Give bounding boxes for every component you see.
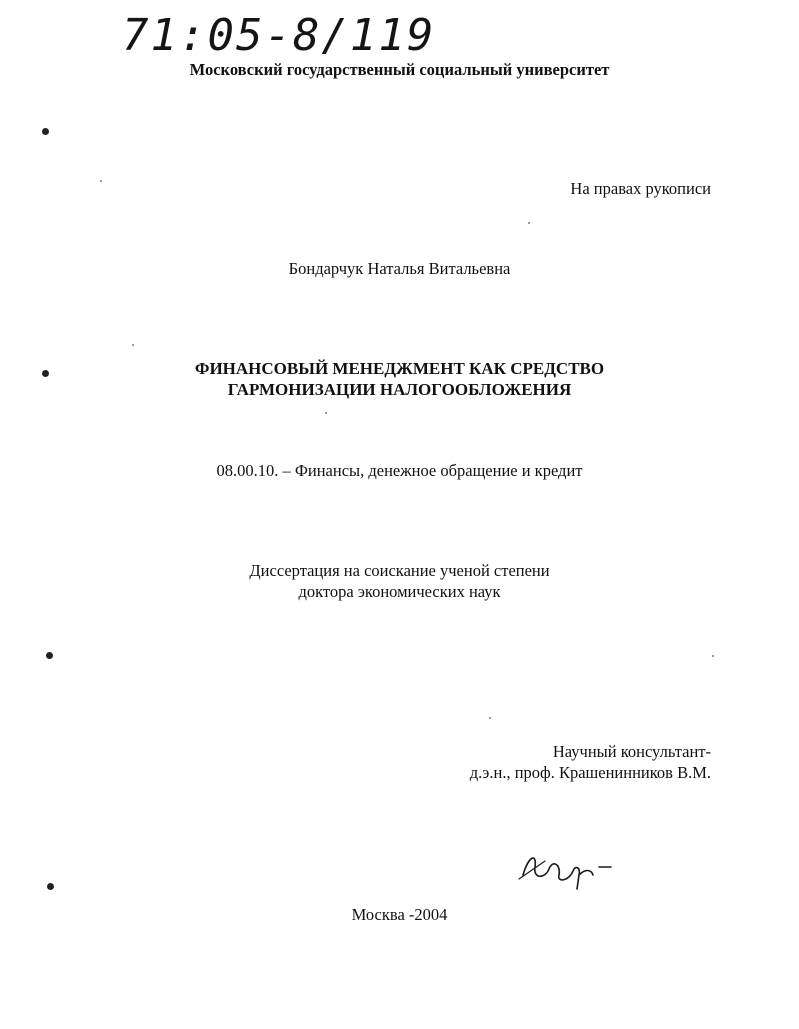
rights-note: На правах рукописи <box>570 179 711 198</box>
handwritten-catalog-number <box>120 2 440 64</box>
degree-statement <box>0 560 799 602</box>
consultant-line-1: Научный консультант- <box>552 742 711 761</box>
catalog-number-text: 71:05-8/119 <box>122 10 436 61</box>
scan-speck <box>489 717 491 719</box>
degree-line-2: доктора экономических наук <box>298 582 501 601</box>
scan-speck <box>712 655 714 657</box>
specialty-code: 08.00.10. – Финансы, денежное обращение и кредит <box>216 461 583 480</box>
binding-hole-mark <box>46 652 53 659</box>
binding-hole-mark <box>42 128 49 135</box>
dissertation-title <box>0 358 799 400</box>
binding-hole-mark <box>47 883 54 890</box>
title-line-1: ФИНАНСОВЫЙ МЕНЕДЖМЕНТ КАК СРЕДСТВО <box>194 359 605 378</box>
consultant-line-2: д.э.н., проф. Крашенинников В.М. <box>469 763 711 782</box>
binding-hole-mark <box>42 370 49 377</box>
degree-line-1: Диссертация на соискание ученой степени <box>249 561 550 580</box>
university-name: Московский государственный социальный университет <box>189 60 610 79</box>
scan-speck <box>132 344 134 346</box>
author-name: Бондарчук Наталья Витальевна <box>288 259 511 278</box>
city-year: Москва -2004 <box>351 905 448 924</box>
scan-speck <box>325 412 327 414</box>
scan-speck <box>528 222 530 224</box>
scientific-consultant <box>470 741 711 783</box>
scan-speck <box>100 180 102 182</box>
handwritten-signature <box>515 845 625 895</box>
title-line-2: ГАРМОНИЗАЦИИ НАЛОГООБЛОЖЕНИЯ <box>227 380 572 399</box>
